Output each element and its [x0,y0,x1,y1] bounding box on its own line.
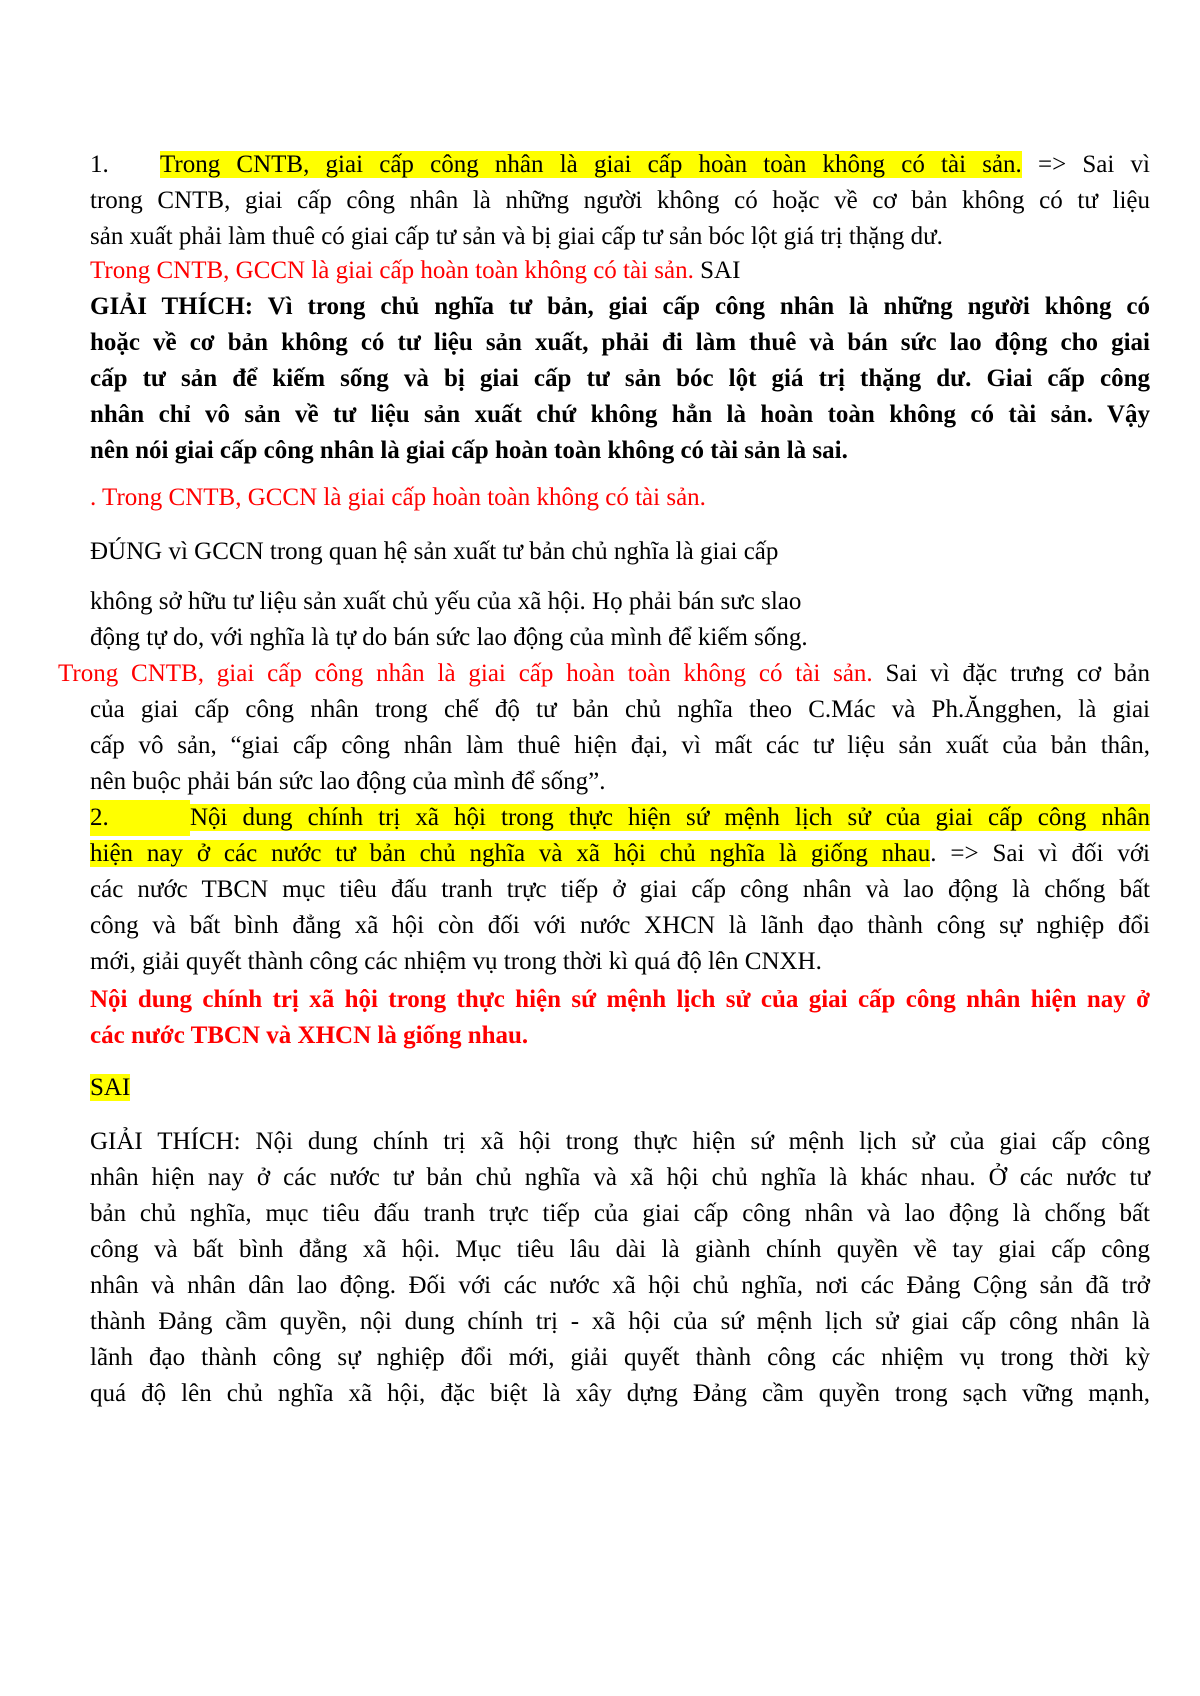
a3-line-1: ĐÚNG vì GCCN trong quan hệ sản xuất tư bản chủ nghĩa là giai cấp [90,538,779,565]
a4-l1: Sai vì đặc trưng cơ bản [872,660,1150,687]
q2-line-2 [90,836,1150,872]
b2-exp-l3: bản chủ nghĩa, mục tiêu đấu tranh trực tiếp của giai cấp công nhân và lao động là chống bất [90,1200,1150,1227]
a4-l3: cấp vô sản, “giai cấp công nhân làm thuê hiện đại, vì mất các tư liệu sản xuất của bản thân, [90,732,1150,759]
a4-line-1 [58,656,1150,692]
b2-exp-l5: nhân và nhân dân lao động. Đối với các nước xã hội chủ nghĩa, nơi các Đảng Cộng sản đã trở [90,1272,1150,1299]
a3-statement: . Trong CNTB, GCCN là giai cấp hoàn toàn không có tài sản. [90,484,706,511]
b2-statement-l2: các nước TBCN và XHCN là giống nhau. [90,1022,529,1049]
b2-verdict: SAI [90,1074,131,1101]
b2-verdict-row [90,1070,1150,1106]
a2-statement: Trong CNTB, GCCN là giai cấp hoàn toàn không có tài sản. [90,257,694,284]
a2-exp-l4: nhân chỉ vô sản về tư liệu sản xuất chứ không hẳn là hoàn toàn không có tài sản. Vậy [90,401,1150,428]
a3-line-2: không sở hữu tư liệu sản xuất chủ yếu của xã hội. Họ phải bán sưc slao [90,588,802,615]
a2-exp-l5: nên nói giai cấp công nhân là giai cấp hoàn toàn không có tài sản là sai. [90,437,848,464]
q1-number: 1. [90,151,109,178]
a2-line-1 [90,253,1150,289]
b2-exp-l2: nhân hiện nay ở các nước tư bản chủ nghĩa và xã hội chủ nghĩa là khác nhau. Ở các nước tư [90,1164,1150,1191]
a4-statement: Trong CNTB, giai cấp công nhân là giai cấp hoàn toàn không có tài sản. [58,660,873,687]
b2-explanation [90,1124,1150,1412]
q2-statement-l1: Nội dung chính trị xã hội trong thực hiện sứ mệnh lịch sử của giai cấp công nhân [190,804,1150,831]
a3-line-3: động tự do, với nghĩa là tự do bán sức lao động của mình để kiếm sống. [90,624,808,651]
q2-answer-l5: mới, giải quyết thành công các nhiệm vụ trong thời kì quá độ lên CNXH. [90,948,822,975]
a4-l2: của giai cấp công nhân trong chế độ tư bản chủ nghĩa theo C.Mác và Ph.Ăngghen, là giai [90,696,1150,723]
q2-block [90,800,1150,980]
q1-answer-l1: => Sai vì [1021,151,1150,178]
b2-statement-l1: Nội dung chính trị xã hội trong thực hiện sứ mệnh lịch sử của giai cấp công nhân hiện nay ở [90,986,1150,1013]
a2-block [90,253,1150,469]
q1-line-2: trong CNTB, giai cấp công nhân là những người không có hoặc về cơ bản không có tư liệu [90,187,1150,214]
b2-exp-l8: quá độ lên chủ nghĩa xã hội, đặc biệt là xây dựng Đảng cầm quyền trong sạch vững mạnh, [90,1380,1150,1407]
b2-statement [90,982,1150,1054]
b2-exp-l4: công và bất bình đẳng xã hội. Mục tiêu lâu dài là giành chính quyền về tay giai cấp công [90,1236,1150,1263]
q2-line-1 [90,800,1150,836]
q2-answer-l2: . => Sai vì đối với [930,840,1151,867]
q2-statement-l2: hiện nay ở các nước tư bản chủ nghĩa và xã hội chủ nghĩa là giống nhau [90,840,931,867]
q1-statement: Trong CNTB, giai cấp công nhân là giai cấp hoàn toàn không có tài sản. [160,151,1022,178]
a2-exp-l1: GIẢI THÍCH: Vì trong chủ nghĩa tư bản, giai cấp công nhân là những người không có [90,293,1150,320]
q1-line-1 [90,147,1150,183]
a4-rest [90,692,1150,800]
b2-exp-l1: GIẢI THÍCH: Nội dung chính trị xã hội trong thực hiện sứ mệnh lịch sử của giai cấp công [90,1128,1150,1155]
a4-l4: nên buộc phải bán sức lao động của mình để sống”. [90,768,606,795]
a2-exp-l3: cấp tư sản để kiếm sống và bị giai cấp tư sản bóc lột giá trị thặng dư. Giai cấp công [90,365,1150,392]
q1-line-3: sản xuất phải làm thuê có giai cấp tư sản và bị giai cấp tư sản bóc lột giá trị thặng dư. [90,223,943,250]
b2-exp-l6: thành Đảng cầm quyền, nội dung chính trị - xã hội của sứ mệnh lịch sử giai cấp công nhân là [90,1308,1150,1335]
b2-exp-l7: lãnh đạo thành công sự nghiệp đổi mới, giải quyết thành công các nhiệm vụ trong thời kỳ [90,1344,1150,1371]
a2-verdict: SAI [693,257,741,284]
q2-answer-l4: công và bất bình đẳng xã hội còn đối với nước XHCN là lãnh đạo thành công sự nghiệp đổi [90,912,1150,939]
a2-exp-l2: hoặc về cơ bản không có tư liệu sản xuất, phải đi làm thuê và bán sức lao động cho giai [90,329,1150,356]
q2-number: 2. [90,800,190,836]
q2-answer-l3: các nước TBCN mục tiêu đấu tranh trực tiếp ở giai cấp công nhân và lao động là chống bất [90,876,1150,903]
q1-block [90,147,1150,255]
